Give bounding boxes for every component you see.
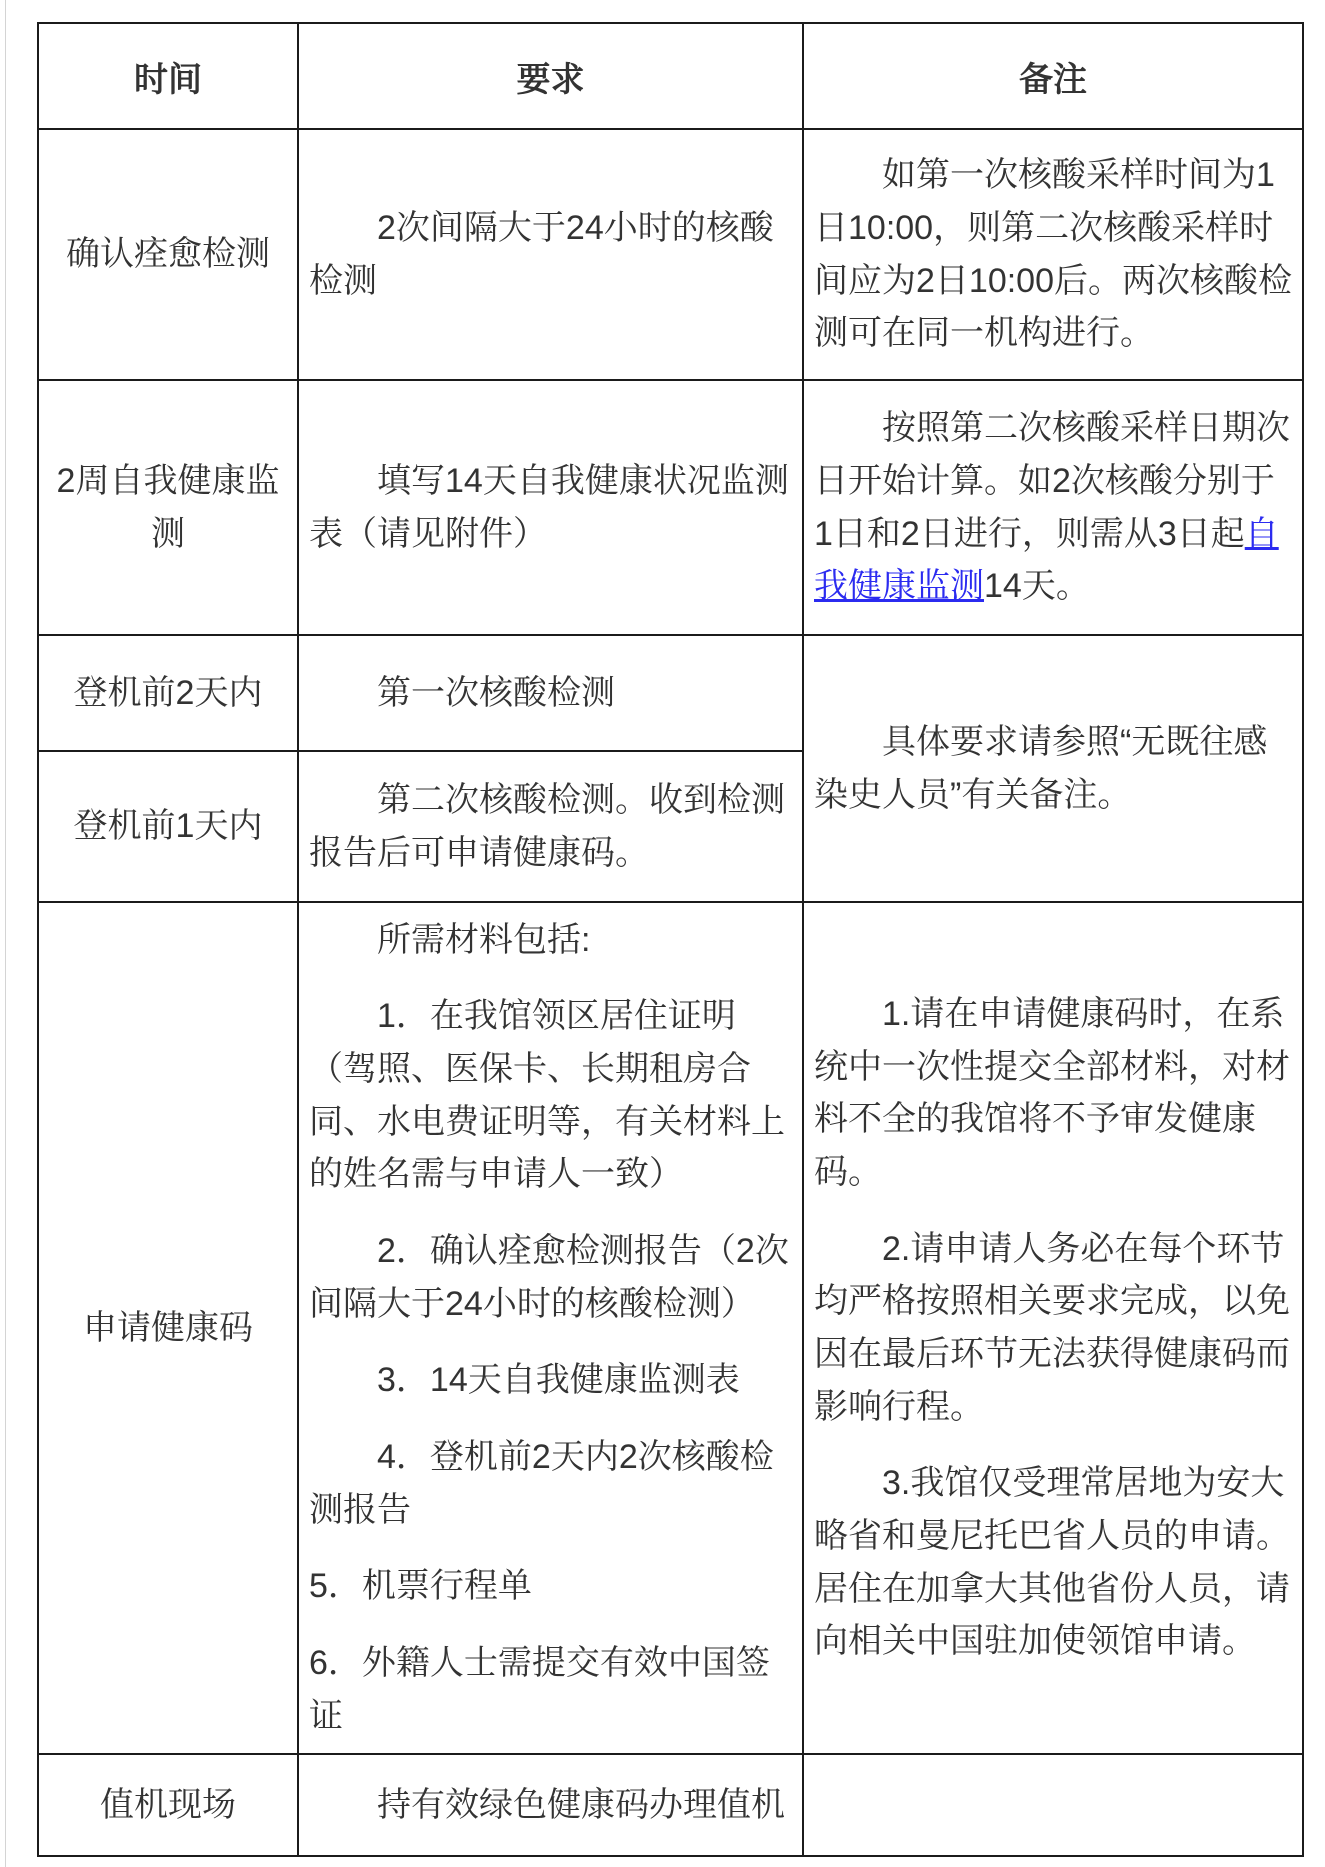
note-text bbox=[814, 402, 1292, 613]
material-item-4: 4．登机前2天内2次核酸检测报告 bbox=[309, 1438, 774, 1529]
self-health-monitoring-link[interactable]: 自我健康监测 bbox=[814, 514, 1279, 606]
health-code-requirements-table bbox=[37, 22, 1304, 1857]
material-item-2: 2．确认痊愈检测报告（2次间隔大于24小时的核酸检测） bbox=[309, 1231, 789, 1323]
header-cell-requirement: 要求 bbox=[298, 23, 803, 129]
cell-pre-boarding-note bbox=[803, 635, 1303, 902]
cell-checkin-note bbox=[803, 1754, 1303, 1856]
header-cell-note: 备注 bbox=[803, 23, 1303, 129]
cell-self-monitor-note bbox=[803, 380, 1303, 635]
cell-checkin-time: 值机现场 bbox=[38, 1754, 298, 1856]
cell-pre-boarding-2d-time: 登机前2天内 bbox=[38, 635, 298, 751]
row-recovery-test bbox=[38, 129, 1303, 380]
material-item-5: 5．机票行程单 bbox=[309, 1567, 532, 1606]
cell-checkin-requirement bbox=[298, 1754, 803, 1856]
cell-self-monitor-time: 2周自我健康监测 bbox=[38, 380, 298, 635]
note-text: 具体要求请参照“无既往感染史人员”有关备注。 bbox=[814, 722, 1268, 814]
requirement-text: 第二次核酸检测。收到检测报告后可申请健康码。 bbox=[309, 780, 785, 872]
note-paragraph-3: 3.我馆仅受理常居地为安大略省和曼尼托巴省人员的申请。居住在加拿大其他省份人员，请向相关中国驻加使领馆申请。 bbox=[814, 1464, 1290, 1661]
cell-recovery-time: 确认痊愈检测 bbox=[38, 129, 298, 380]
row-checkin bbox=[38, 1754, 1303, 1856]
page-edge-line bbox=[5, 0, 6, 1867]
note-paragraph-1: 1.请在申请健康码时，在系统中一次性提交全部材料，对材料不全的我馆将不予审发健康码。 bbox=[814, 994, 1290, 1191]
material-item-3: 3．14天自我健康监测表 bbox=[377, 1361, 740, 1400]
cell-self-monitor-requirement bbox=[298, 380, 803, 635]
cell-recovery-note bbox=[803, 129, 1303, 380]
cell-pre-boarding-1d-requirement bbox=[298, 751, 803, 902]
row-apply-health-code bbox=[38, 902, 1303, 1754]
cell-recovery-requirement bbox=[298, 129, 803, 380]
note-text-segment: 按照第二次核酸采样日期次日开始计算。如2次核酸分别于1日和2日进行，则需从3日起 bbox=[814, 409, 1290, 553]
note-text: 如第一次核酸采样时间为1日10:00，则第二次核酸采样时间应为2日10:00后。两次核酸检测可在同一机构进行。 bbox=[814, 156, 1292, 353]
cell-pre-boarding-2d-requirement bbox=[298, 635, 803, 751]
requirement-text: 填写14天自我健康状况监测表（请见附件） bbox=[309, 461, 789, 553]
requirement-text: 第一次核酸检测 bbox=[377, 673, 615, 712]
cell-apply-code-requirements bbox=[298, 902, 803, 1754]
materials-intro: 所需材料包括: bbox=[377, 920, 591, 959]
row-self-monitor bbox=[38, 380, 1303, 635]
cell-apply-code-notes bbox=[803, 902, 1303, 1754]
material-item-6: 6．外籍人士需提交有效中国签证 bbox=[309, 1644, 770, 1735]
requirement-text: 持有效绿色健康码办理值机 bbox=[377, 1785, 785, 1824]
header-cell-time: 时间 bbox=[38, 23, 298, 129]
note-paragraph-2: 2.请申请人务必在每个环节均严格按照相关要求完成，以免因在最后环节无法获得健康码而影响行程。 bbox=[814, 1229, 1290, 1426]
material-item-1: 1．在我馆领区居住证明（驾照、医保卡、长期租房合同、水电费证明等，有关材料上的姓名需与申请人一致） bbox=[309, 997, 785, 1194]
row-pre-boarding-2d bbox=[38, 635, 1303, 751]
header-row bbox=[38, 23, 1303, 129]
cell-apply-code-time: 申请健康码 bbox=[38, 902, 298, 1754]
requirement-text: 2次间隔大于24小时的核酸检测 bbox=[309, 208, 774, 300]
cell-pre-boarding-1d-time: 登机前1天内 bbox=[38, 751, 298, 902]
note-text-segment: 14天。 bbox=[984, 567, 1090, 606]
